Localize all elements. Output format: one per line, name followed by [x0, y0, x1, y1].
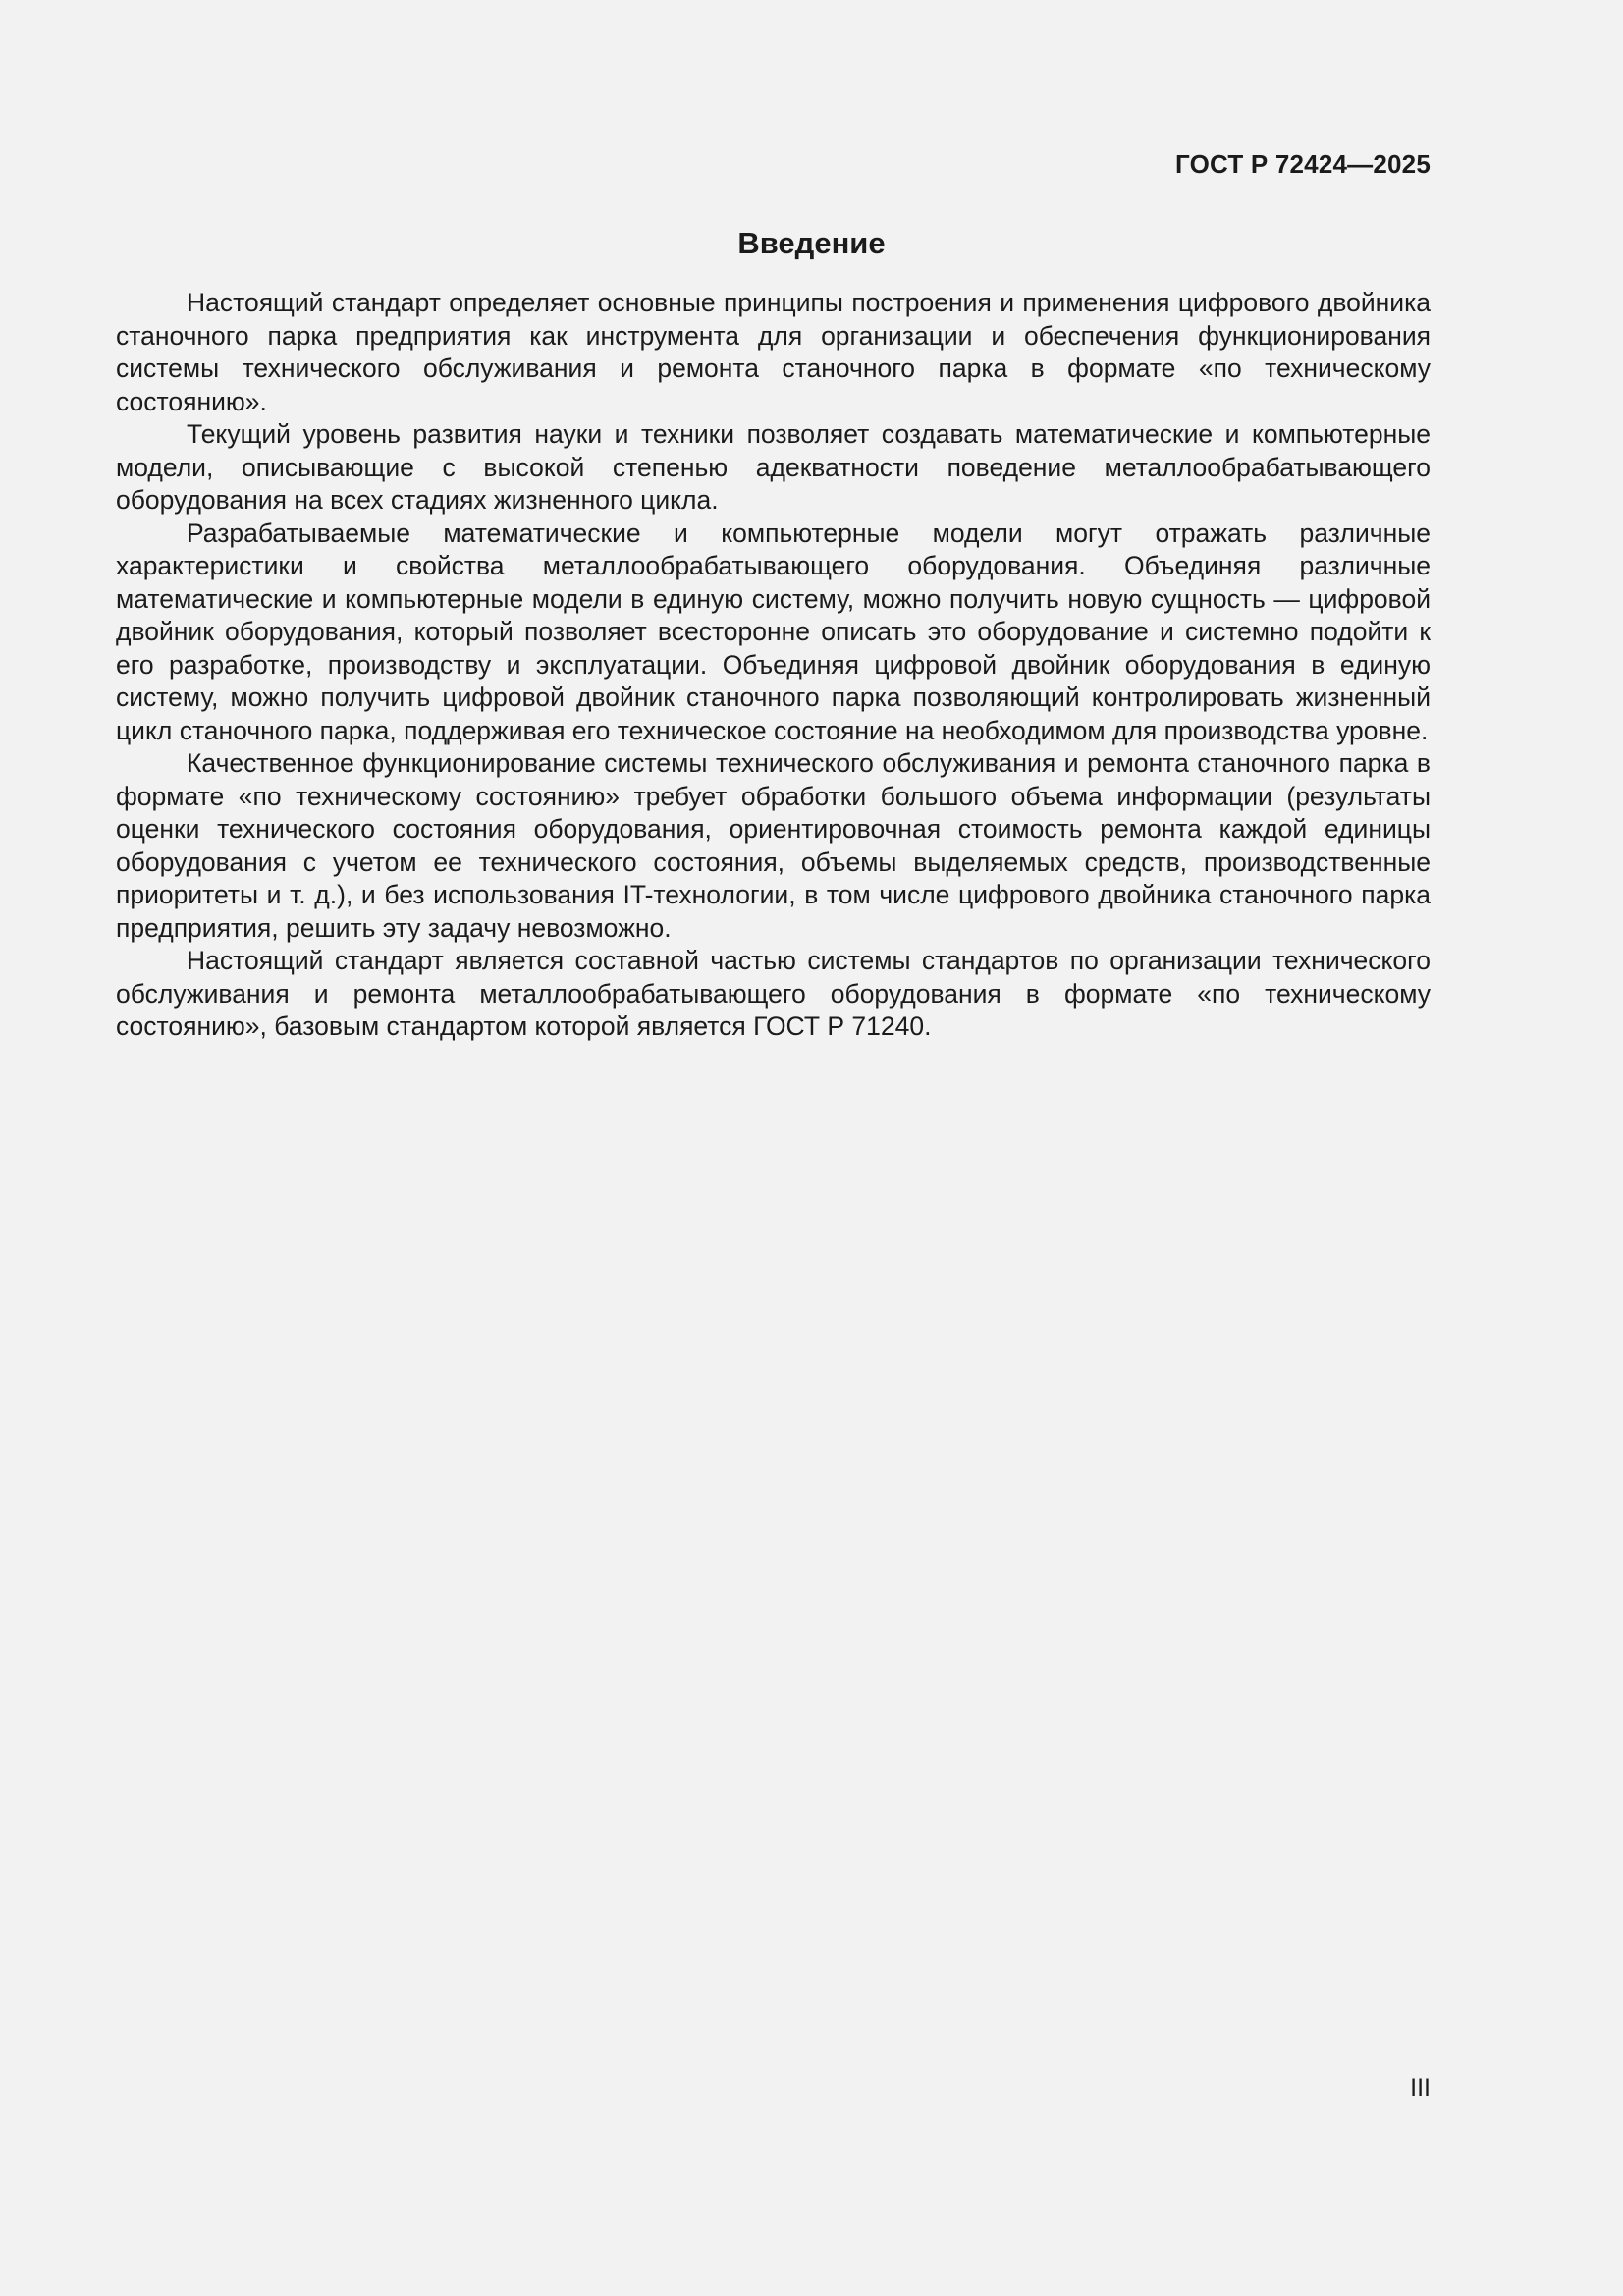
- paragraph-5: Настоящий стандарт является составной частью системы стандартов по организации технического обслуживания и ремонта металлообрабатывающего оборудования в формате «по техническому состоянию», базовым стандартом которой является ГОСТ Р 71240.: [116, 946, 1431, 1041]
- paragraph-3: Разрабатываемые математические и компьютерные модели могут отражать различные характеристики и свойства металлообрабатывающего оборудования. Объединяя различные математические и компьютерные модели в единую систему, можно получить новую сущность — цифровой двойник оборудования, который позволяет всесторонне описать это оборудование и системно подойти к его разработке, производству и эксплуатации. Объединяя цифровой двойник оборудования в единую систему, можно получить цифровой двойник станочного парка позволяющий контролировать жизненный цикл станочного парка, поддерживая его техническое состояние на необходимом для производства уровне.: [116, 518, 1431, 745]
- page-number: III: [1410, 2074, 1431, 2102]
- paragraph-1: Настоящий стандарт определяет основные принципы построения и применения цифрового двойника станочного парка предприятия как инструмента для организации и обеспечения функционирования системы технического обслуживания и ремонта станочного парка в формате «по техническому состоянию».: [116, 288, 1431, 416]
- body-text: [116, 287, 1431, 1044]
- paragraph-4: Качественное функционирование системы технического обслуживания и ремонта станочного парка в формате «по техническому состоянию» требует обработки большого объема информации (результаты оценки технического состояния оборудования, ориентировочная стоимость ремонта каждой единицы оборудования с учетом ее технического состояния, объемы выделяемых средств, производственные приоритеты и т. д.), и без использования IT-технологии, в том числе цифрового двойника станочного парка предприятия, решить эту задачу невозможно.: [116, 748, 1431, 943]
- document-code: ГОСТ Р 72424—2025: [1175, 149, 1431, 179]
- paragraph-2: Текущий уровень развития науки и техники позволяет создавать математические и компьютерные модели, описывающие с высокой степенью адекватности поведение металлообрабатывающего оборудования на всех стадиях жизненного цикла.: [116, 419, 1431, 515]
- section-title: Введение: [737, 226, 886, 260]
